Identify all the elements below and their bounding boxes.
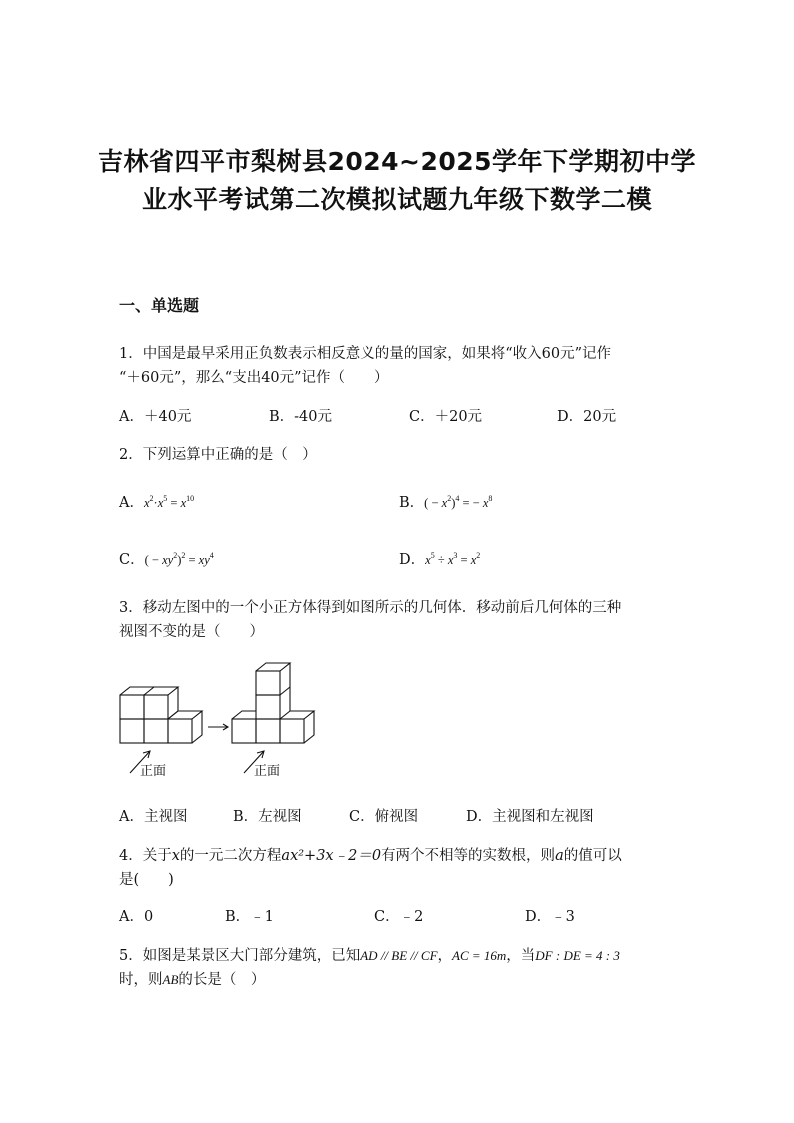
q4-option-a[interactable]: A．0	[119, 909, 154, 925]
q5-ab: AB	[162, 972, 179, 987]
q3-option-c[interactable]: C．俯视图	[349, 809, 419, 825]
document-title-line-2: 业水平考试第二次模拟试题九年级下数学二模	[141, 185, 652, 214]
q5-comma: ，	[437, 948, 453, 964]
q2-option-c-formula: ( − $xy^2)^2 = xy^4$	[144, 551, 214, 567]
q3-stem-line-2: 视图不变的是（ ）	[119, 624, 264, 640]
q1-option-c[interactable]: C．＋20元	[409, 409, 483, 425]
document-title-line-1: 吉林省四平市梨树县2024~2025学年下学期初中学	[97, 147, 697, 176]
q5-stem-line-2	[119, 968, 265, 989]
q4-equation: ax²+3x﹣2＝0	[281, 848, 382, 864]
q3-option-d[interactable]: D．主视图和左视图	[466, 809, 594, 825]
q4-suffix: 有两个不相等的实数根，则	[381, 848, 556, 864]
q2-option-c-label: C．	[119, 552, 145, 568]
q5-stem-line-1	[119, 944, 620, 965]
q4-var-x: x	[171, 848, 180, 864]
q1-stem-line-2: “＋60元”，那么“支出40元”记作（ ）	[119, 370, 389, 386]
q5-line2-suffix: 的长是（ ）	[178, 972, 266, 988]
q2-option-d-formula: $x^5 \div x^3 = x^2$	[425, 551, 481, 567]
q2-option-d[interactable]	[399, 548, 480, 569]
q4-end: 的值可以	[563, 848, 622, 864]
q4-prefix: 4．关于	[119, 848, 172, 864]
q4-var-a: a	[555, 848, 564, 864]
q1-option-b[interactable]: B．-40元	[269, 409, 333, 425]
q5-prefix: 5．如图是某景区大门部分建筑，已知	[119, 948, 361, 964]
q3-option-a[interactable]: A．主视图	[119, 809, 188, 825]
q2-option-b-formula: ( − $x^2)^4$ = − $x^8$	[424, 494, 493, 510]
front-label-right: 正面	[254, 764, 281, 779]
q3-cube-figure	[110, 655, 330, 785]
q4-option-b[interactable]: B．﹣1	[225, 909, 274, 925]
q1-option-d[interactable]: D．20元	[557, 409, 617, 425]
q2-option-c[interactable]	[119, 548, 214, 569]
q4-stem-line-2: 是( )	[119, 872, 174, 888]
q2-option-d-label: D．	[399, 552, 426, 568]
q1-option-a[interactable]: A．＋40元	[119, 409, 192, 425]
q3-option-b[interactable]: B．左视图	[233, 809, 302, 825]
q4-mid: 的一元二次方程	[179, 848, 282, 864]
q4-option-c[interactable]: C．﹣2	[374, 909, 424, 925]
q3-stem-line-1: 3．移动左图中的一个小正方体得到如图所示的几何体．移动前后几何体的三种	[119, 600, 622, 616]
q2-option-b[interactable]	[399, 491, 492, 512]
q2-option-a[interactable]	[119, 491, 194, 512]
q5-ac-length: AC = 16m	[452, 948, 507, 963]
right-solid	[232, 663, 314, 743]
q5-parallel-lines: AD // BE // CF	[360, 948, 438, 963]
q5-ratio: DF : DE = 4 : 3	[535, 948, 620, 963]
q4-option-d[interactable]: D．﹣3	[525, 909, 575, 925]
q5-mid: ，当	[506, 948, 536, 964]
q5-line2-prefix: 时，则	[119, 972, 163, 988]
q2-stem: 2．下列运算中正确的是（ ）	[119, 447, 317, 463]
q2-option-b-label: B．	[399, 495, 425, 511]
front-label-left: 正面	[140, 764, 167, 779]
q2-option-a-formula: $x^2\cdot x^5 = x^{10}$	[143, 494, 195, 510]
left-solid	[120, 687, 202, 743]
q4-stem-line-1	[119, 844, 622, 865]
q2-option-a-label: A．	[119, 495, 144, 511]
q1-stem-line-1: 1．中国是最早采用正负数表示相反意义的量的国家，如果将“收入60元”记作	[119, 346, 611, 362]
section-heading-single-choice: 一、单选题	[119, 296, 200, 315]
